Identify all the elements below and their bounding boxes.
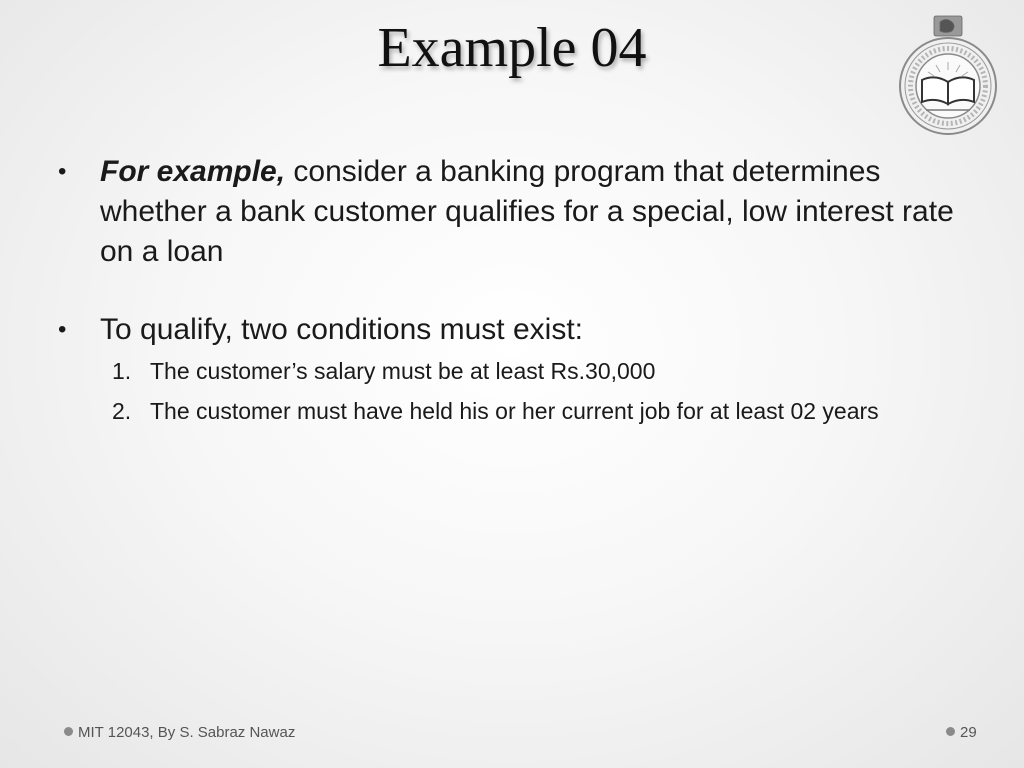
slide-title: Example 04 [377, 17, 647, 79]
footer-dot-icon [64, 727, 73, 736]
condition-number: 1. [112, 358, 132, 384]
bullet-text: To qualify, two conditions must exist: [100, 313, 583, 346]
bullet-item-banking-example [58, 152, 978, 272]
page-number: 29 [960, 724, 977, 741]
footer-author-text: MIT 12043, By S. Sabraz Nawaz [78, 724, 296, 741]
condition-item-job-tenure [112, 394, 978, 428]
conditions-list [58, 354, 978, 428]
university-crest-icon [896, 14, 1000, 138]
condition-number: 2. [112, 398, 132, 424]
condition-item-salary [112, 354, 978, 388]
footer-author [64, 723, 295, 743]
bullet-text: consider a banking program that determines whether a bank customer qualifies for a special, low interest rate on a loan [100, 155, 954, 268]
footer-dot-icon [946, 727, 955, 736]
bullet-symbol: • [58, 158, 67, 185]
condition-text: The customer’s salary must be at least Rs.30,000 [150, 358, 656, 384]
bullet-item-qualify [58, 310, 978, 350]
bullet-symbol: • [58, 316, 67, 343]
slide-body [58, 152, 978, 434]
condition-text: The customer must have held his or her current job for at least 02 years [150, 398, 879, 424]
bullet-lead-text: For example, [100, 155, 286, 188]
footer-page [946, 723, 977, 743]
